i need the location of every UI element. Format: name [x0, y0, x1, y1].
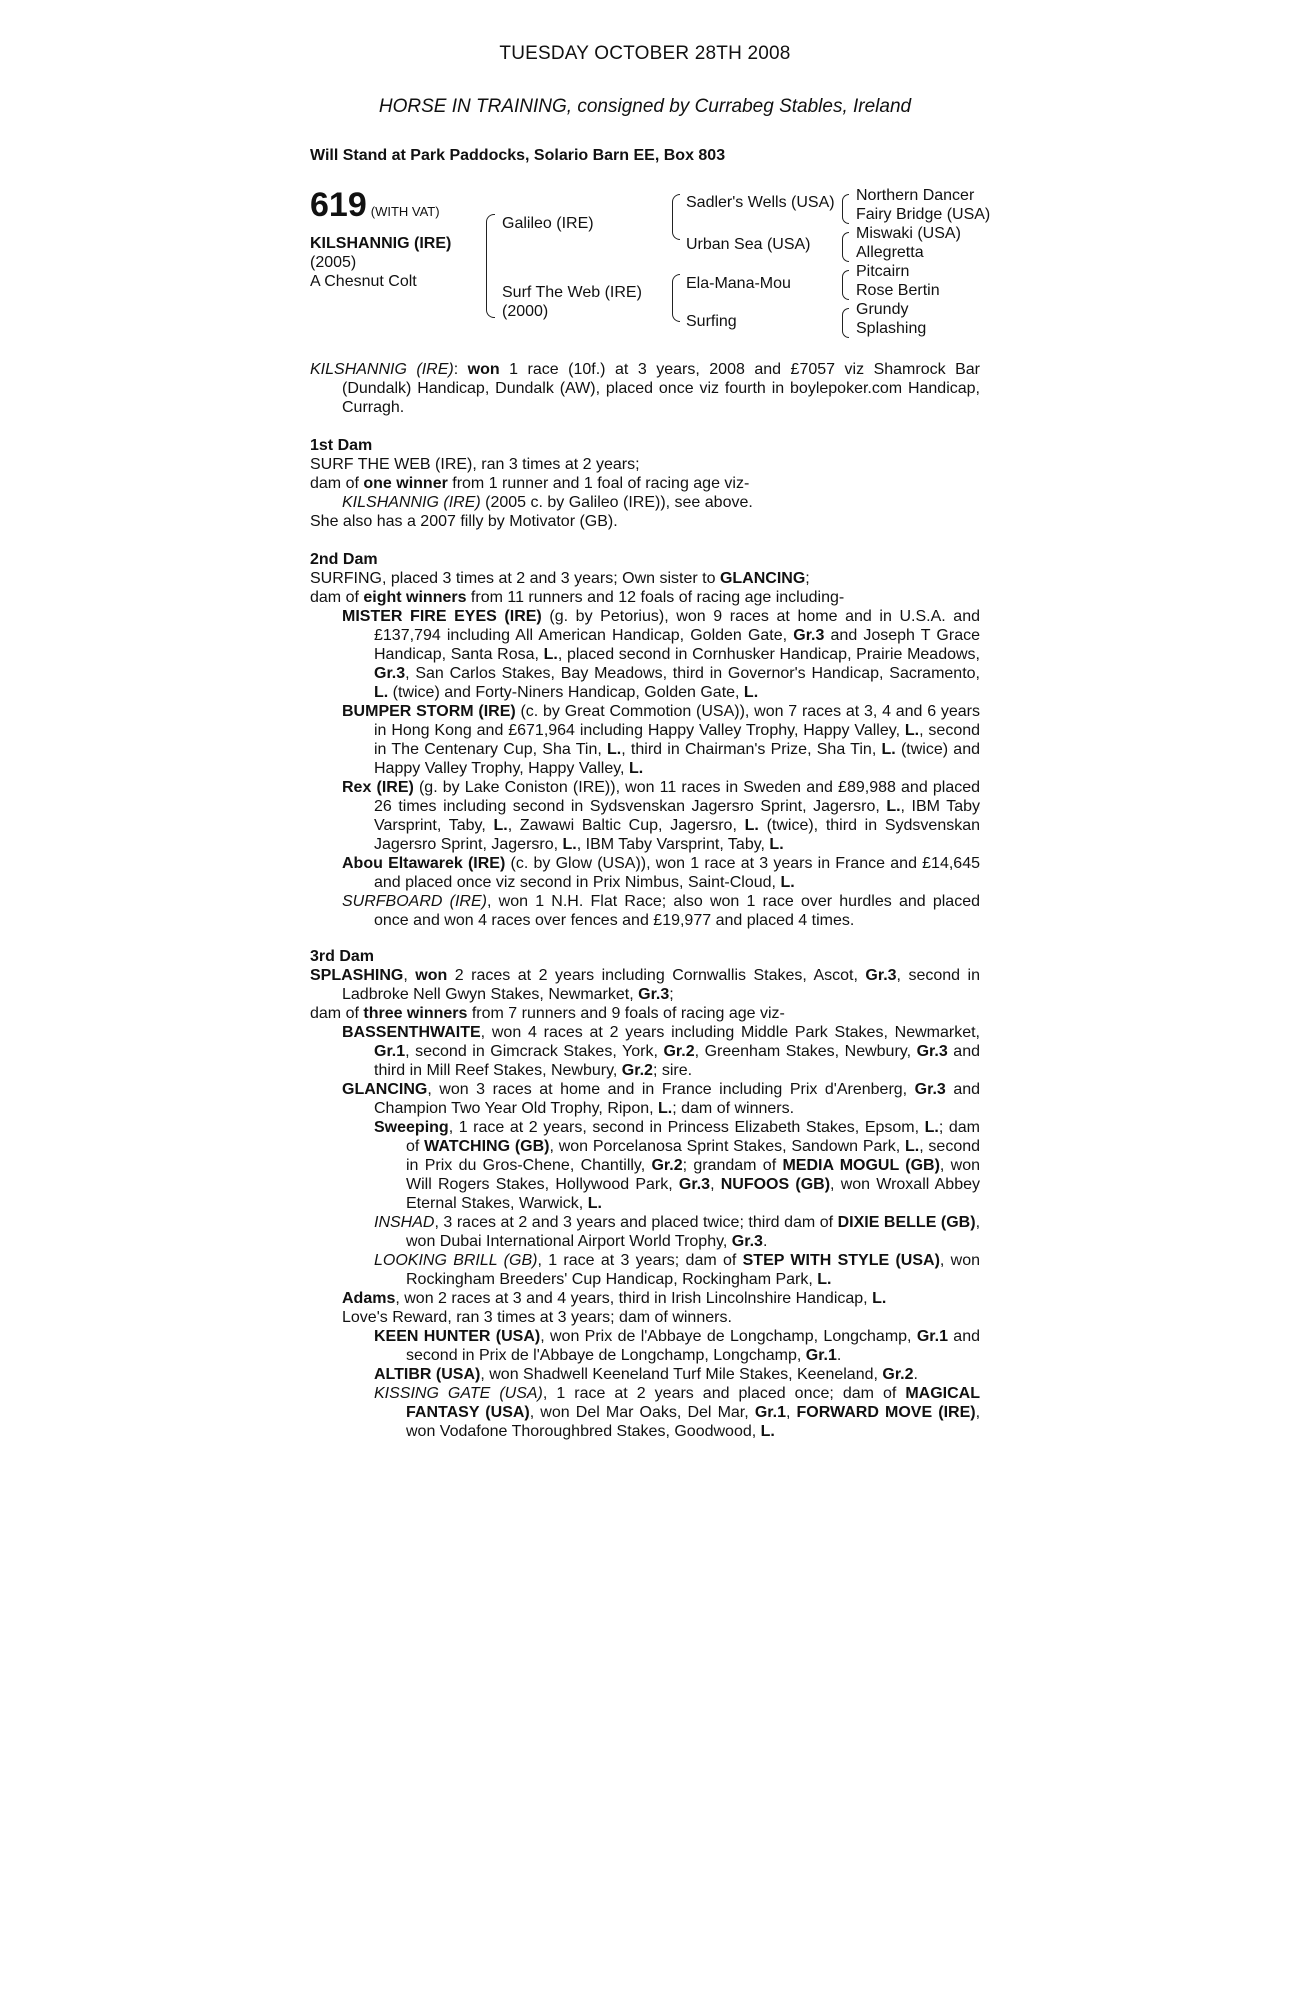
progeny-sweeping: Sweeping, 1 race at 2 years, second in Princess Elizabeth Stakes, Epsom, L.; dam of WATCHING (GB), won Porcelanosa Sprint Stakes, Sandown Park, L., second in Prix du Gros-Chene, Chantilly, Gr.2; grandam of MEDIA MOGUL (GB), won Will Rogers Stakes, Hollywood Park, Gr.3, NUFOOS (GB), won Wroxall Abbey Eternal Stakes, Warwick, L. — [374, 1119, 981, 1212]
horse-year: (2005) — [310, 254, 357, 271]
dss: Pitcairn — [856, 263, 910, 280]
lot-header — [310, 188, 440, 222]
sale-date: TUESDAY OCTOBER 28TH 2008 — [499, 43, 791, 64]
dam-dam: Surfing — [686, 313, 737, 330]
brace-sire — [672, 194, 680, 240]
first-dam-line: SURF THE WEB (IRE), ran 3 times at 2 years; — [310, 456, 640, 473]
vat-label: (WITH VAT) — [370, 204, 440, 219]
third-dam-line: SPLASHING, won 2 races at 2 years including Cornwallis Stakes, Ascot, Gr.3, second in Ladbroke Nell Gwyn Stakes, Newmarket, Gr.3; — [310, 967, 981, 1003]
second-dam-winners: eight winners — [363, 589, 467, 606]
progeny-looking-brill: LOOKING BRILL (GB), 1 race at 3 years; dam of STEP WITH STYLE (USA), won Rockingham Breeders' Cup Handicap, Rockingham Park, L. — [374, 1252, 981, 1288]
dam: Surf The Web (IRE) — [502, 284, 642, 301]
summary-text: 1 race (10f.) at 3 years, 2008 and £7057 viz Shamrock Bar (Dundalk) Handicap, Dundalk (AW), placed once viz fourth in boylepoker.com Handicap, Curragh. — [342, 361, 981, 416]
summary-won: won — [467, 361, 500, 378]
third-dam-heading: 3rd Dam — [310, 948, 375, 965]
progeny-inshad: INSHAD, 3 races at 2 and 3 years and placed twice; third dam of DIXIE BELLE (GB), won Dubai International Airport World Trophy, Gr.3. — [374, 1214, 981, 1250]
progeny-abou-eltawarek: Abou Eltawarek (IRE) (c. by Glow (USA)), won 1 race at 3 years in France and £14,645 and placed once viz second in Prix Nimbus, Saint-Cloud, L. — [342, 855, 980, 891]
sss: Northern Dancer — [856, 187, 975, 204]
consignment-line: HORSE IN TRAINING, consigned by Currabeg Stables, Ireland — [378, 96, 912, 117]
brace-gen1 — [486, 214, 495, 318]
pedigree-block — [310, 188, 990, 348]
first-dam-note: She also has a 2007 filly by Motivator (GB). — [310, 513, 618, 530]
ddd: Splashing — [856, 320, 927, 337]
horse-description: A Chesnut Colt — [310, 273, 417, 290]
second-dam-line: SURFING, placed 3 times at 2 and 3 years; Own sister to — [310, 570, 720, 587]
third-dam-produce: dam of three winners from 7 runners and 9 foals of racing age viz- — [310, 1005, 785, 1022]
first-dam-produce-rest: from 1 runner and 1 foal of racing age viz- — [447, 475, 750, 492]
progeny-bumper-storm: BUMPER STORM (IRE) (c. by Great Commotion (USA)), won 7 races at 3, 4 and 6 years in Hong Kong and £671,964 including Happy Valley Trophy, Happy Valley, L., second in The Centenary Cup, Sha Tin, L., third in Chairman's Prize, Sha Tin, L. (twice) and Happy Valley Trophy, Happy Valley, L. — [342, 703, 981, 777]
summary-horse: KILSHANNIG (IRE) — [310, 361, 454, 378]
brace-dam — [672, 274, 680, 322]
first-dam-foal: KILSHANNIG (IRE) — [342, 494, 481, 511]
sds: Miswaki (USA) — [856, 225, 961, 242]
sire-dam: Urban Sea (USA) — [686, 236, 811, 253]
second-dam-sister: GLANCING — [719, 570, 806, 587]
horse-info — [310, 234, 451, 291]
dam-year: (2000) — [502, 303, 549, 320]
second-dam-punct: ; — [805, 570, 810, 587]
first-dam-winners: one winner — [363, 475, 448, 492]
brace-ds — [842, 270, 849, 300]
dsd: Rose Bertin — [856, 282, 940, 299]
second-dam-section — [310, 550, 980, 930]
second-dam-heading: 2nd Dam — [310, 551, 378, 568]
progeny-glancing: GLANCING, won 3 races at home and in France including Prix d'Arenberg, Gr.3 and Champion Two Year Old Trophy, Ripon, L.; dam of winners. — [342, 1081, 981, 1117]
second-dam-produce: dam of — [310, 589, 364, 606]
progeny-adams: Adams, won 2 races at 3 and 4 years, third in Irish Lincolnshire Handicap, L. — [342, 1290, 887, 1307]
third-dam-section — [310, 947, 980, 1441]
progeny-kissing-gate: KISSING GATE (USA), 1 race at 2 years and placed once; dam of MAGICAL FANTASY (USA), won Del Mar Oaks, Del Mar, Gr.1, FORWARD MOVE (IRE), won Vodafone Thoroughbred Stakes, Goodwood, L. — [374, 1385, 981, 1440]
race-summary: KILSHANNIG (IRE): won 1 race (10f.) at 3 years, 2008 and £7057 viz Shamrock Bar (Dundalk) Handicap, Dundalk (AW), placed once viz fourth in boylepoker.com Handicap, Curragh. — [310, 361, 981, 416]
progeny-mister-fire-eyes: MISTER FIRE EYES (IRE) (g. by Petorius), won 9 races at home and in U.S.A. and £137,794 including All American Handicap, Golden Gate, Gr.3 and Joseph T Grace Handicap, Santa Rosa, L., placed second in Cornhusker Handicap, Prairie Meadows, Gr.3, San Carlos Stakes, Bay Meadows, third in Governor's Handicap, Sacramento, L. (twice) and Forty-Niners Handicap, Golden Gate, L. — [342, 608, 981, 701]
first-dam-section — [310, 436, 980, 531]
sire-sire: Sadler's Wells (USA) — [686, 194, 835, 211]
horse-name: KILSHANNIG (IRE) — [310, 235, 452, 252]
sire: Galileo (IRE) — [502, 215, 594, 232]
progeny-bassenthwaite: BASSENTHWAITE, won 4 races at 2 years including Middle Park Stakes, Newmarket, Gr.1, second in Gimcrack Stakes, York, Gr.2, Greenham Stakes, Newbury, Gr.3 and third in Mill Reef Stakes, Newbury, Gr.2; sire. — [342, 1024, 980, 1079]
progeny-rex: Rex (IRE) (g. by Lake Coniston (IRE)), won 11 races in Sweden and £89,988 and placed 26 times including second in Sydsvenskan Jagersro Sprint, Jagersro, L., IBM Taby Varsprint, Taby, L., Zawawi Baltic Cup, Jagersro, L. (twice), third in Sydsvenskan Jagersro Sprint, Jagersro, L., IBM Taby Varsprint, Taby, L. — [342, 779, 981, 853]
dam-sire: Ela-Mana-Mou — [686, 275, 791, 292]
dds: Grundy — [856, 301, 909, 318]
first-dam-heading: 1st Dam — [310, 437, 373, 454]
lot-number: 619 — [310, 186, 367, 224]
first-dam-foal-detail: (2005 c. by Galileo (IRE)), see above. — [480, 494, 753, 511]
progeny-surfboard: SURFBOARD (IRE), won 1 N.H. Flat Race; also won 1 race over hurdles and placed once and won 4 races over fences and £19,977 and placed 4 times. — [342, 893, 981, 929]
brace-dd — [842, 308, 849, 338]
stand-location: Will Stand at Park Paddocks, Solario Barn EE, Box 803 — [310, 147, 726, 164]
progeny-loves-reward: Love's Reward, ran 3 times at 3 years; dam of winners. — [342, 1309, 732, 1326]
brace-ss — [842, 194, 849, 224]
ssd: Fairy Bridge (USA) — [856, 206, 991, 223]
second-dam-produce-rest: from 11 runners and 12 foals of racing age including- — [466, 589, 845, 606]
first-dam-produce: dam of — [310, 475, 364, 492]
brace-sd — [842, 232, 849, 262]
progeny-altibr: ALTIBR (USA), won Shadwell Keeneland Turf Mile Stakes, Keeneland, Gr.2. — [374, 1366, 918, 1383]
sdd: Allegretta — [856, 244, 924, 261]
progeny-keen-hunter: KEEN HUNTER (USA), won Prix de l'Abbaye de Longchamp, Longchamp, Gr.1 and second in Prix de l'Abbaye de Longchamp, Longchamp, Gr.1. — [374, 1328, 980, 1364]
